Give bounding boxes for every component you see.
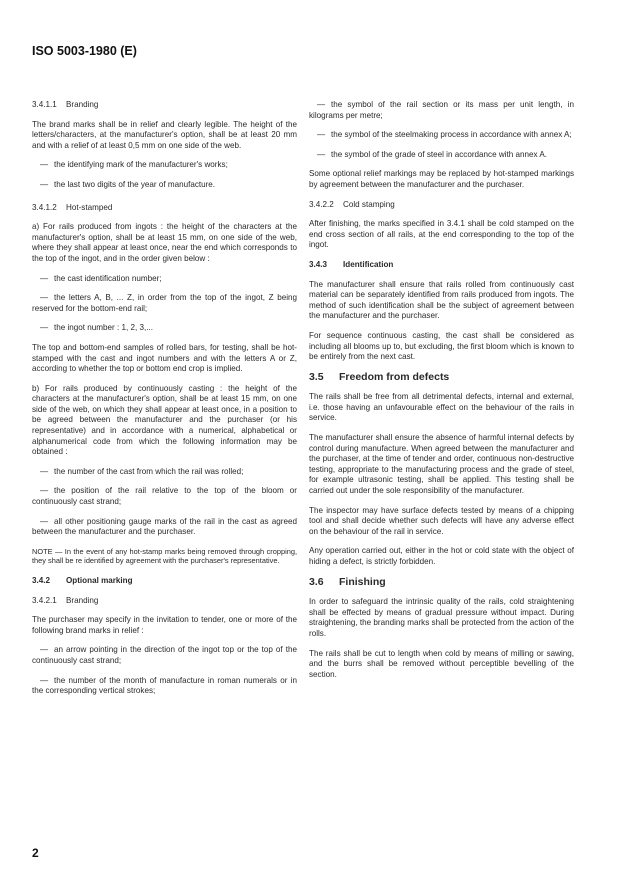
section-number: 3.4.3 [309,259,328,269]
paragraph: b) For rails produced by continuously casting : the height of the characters at the manufacturer's option, shall be at least 15 mm, on one side of the web, on which they shall appear at least once, in a position to be agreed between the manufacturer and the purchaser (or his representative) and in accordance with a numerical, alphabetical or alphanumerical code from which the following information may be obtained : [32,383,297,457]
section-title: Freedom from defects [339,370,450,383]
paragraph: The top and bottom-end samples of rolled bars, for testing, shall be hot-stamped with the cast and ingot numbers and with the letters A or Z, according to whether the top or bottom end crop is implied. [32,342,297,374]
paragraph: For sequence continuous casting, the cast shall be considered as including all blooms up to, but excluding, the first bloom which is known to be entirely from the next cast. [309,330,574,362]
list-item: — the symbol of the steelmaking process in accordance with annex A; [317,130,572,140]
right-column [309,100,574,689]
section-heading-3-6 [309,577,574,588]
paragraph: The manufacturer shall ensure the absence of harmful internal defects by control during manufacture. When agreed between the manufacturer and the purchaser, at the time of tender and order, continuous non-destructive testing, appropriate to the manufacturing process and the grade of steel, for example ultrasonic testing, shall be applied. This testing shall be carried out under the sole responsibility of the manufacturer. [309,433,574,496]
subsection-heading-3-4-1-1 [32,100,297,111]
paragraph: a) For rails produced from ingots : the height of the characters at the manufacturer's option, shall be at least 15 mm, on one side of the web, where they shall appear at least once, near the end which corresponds to the top of the ingot, and in the order given below : [32,222,297,263]
list-item: — the number of the cast from which the rail was rolled; [40,466,244,476]
section-title: Identification [343,259,394,269]
list-item: — the last two digits of the year of manufacture. [40,179,216,189]
list-item: — the number of the month of manufacture in roman numerals or in the corresponding vertical strokes; [32,675,297,696]
list-item: — the symbol of the rail section or its mass per unit length, in kilograms per metre; [309,100,574,120]
section-title: Optional marking [66,576,133,585]
subsection-heading-3-4-2-2 [309,200,574,211]
note: NOTE — In the event of any hot-stamp marks being removed through cropping, they shall be re identified by agreement with the purchaser's representative. [32,546,297,566]
paragraph: The manufacturer shall ensure that rails rolled from continuously cast material can be separately identified from rails produced from ingots. The method of such identification shall be the subject of agreement between the manufacturer and the purchaser. [309,279,574,321]
subsection-heading-3-4-2-1 [32,596,297,607]
list-item: — all other positioning gauge marks of the rail in the cast as agreed between the manufacturer and the purchaser. [32,516,297,537]
section-number: 3.5 [309,370,324,383]
paragraph: The rails shall be cut to length when cold by means of milling or sawing, and the burrs shall be removed without perceptible bevelling of the section. [309,648,574,679]
paragraph: In order to safeguard the intrinsic quality of the rails, cold straightening shall be effected by means of gradual pressure without impact. During straightening, the branding marks shall be protected from the action of the rolls. [309,597,574,638]
list-item: — the symbol of the grade of steel in accordance with annex A. [317,149,547,159]
section-title: Branding [66,595,99,605]
section-title: Branding [66,100,99,109]
left-column [32,100,297,706]
paragraph: The inspector may have surface defects tested by means of a chipping tool and shall decide whether such defects will have any adverse effect on the behaviour of the rail in service. [309,505,574,536]
section-heading-3-5 [309,372,574,383]
list-item: — the position of the rail relative to the top of the bloom or continuously cast strand; [32,486,297,507]
document-header: ISO 5003-1980 (E) [32,44,137,58]
section-heading-3-4-2 [32,576,297,587]
list-item: — the letters A, B, ... Z, in order from the top of the ingot, Z being reserved for the bottom-end rail; [32,293,297,313]
section-number: 3.4.1.2 [32,202,57,212]
section-title: Cold stamping [343,199,395,209]
section-title: Hot-stamped [66,202,113,212]
list-item: — an arrow pointing in the direction of the ingot top or the top of the continuously cast strand; [32,645,297,665]
paragraph: The rails shall be free from all detrimental defects, internal and external, i.e. those having an unfavourable effect on the behaviour of the rails in service. [309,392,574,423]
paragraph: Some optional relief markings may be replaced by hot-stamped markings by agreement between the manufacturer and the purchaser. [309,169,574,189]
paragraph: The brand marks shall be in relief and clearly legible. The height of the letters/characters, at the manufacturer's option, shall be at least 20 mm and with a relief of at least 0,5 mm on one side of the web. [32,119,297,150]
section-number: 3.4.2 [32,576,51,585]
subsection-heading-3-4-1-2 [32,203,297,214]
section-number: 3.4.2.1 [32,595,57,605]
section-number: 3.4.1.1 [32,100,57,109]
section-heading-3-4-3 [309,260,574,271]
section-number: 3.6 [309,575,324,588]
section-number: 3.4.2.2 [309,199,334,209]
paragraph: The purchaser may specify in the invitation to tender, one or more of the following brand marks in relief : [32,615,297,635]
section-title: Finishing [339,575,386,588]
paragraph: After finishing, the marks specified in 3.4.1 shall be cold stamped on the end cross section of all rails, at the end corresponding to the top of the ingot. [309,219,574,250]
list-item: — the identifying mark of the manufacturer's works; [40,160,228,170]
list-item: — the ingot number : 1, 2, 3,... [40,323,153,333]
page-number: 2 [32,846,39,860]
paragraph: Any operation carried out, either in the hot or cold state with the object of hiding a defect, is strictly forbidden. [309,546,574,566]
list-item: — the cast identification number; [40,273,162,283]
